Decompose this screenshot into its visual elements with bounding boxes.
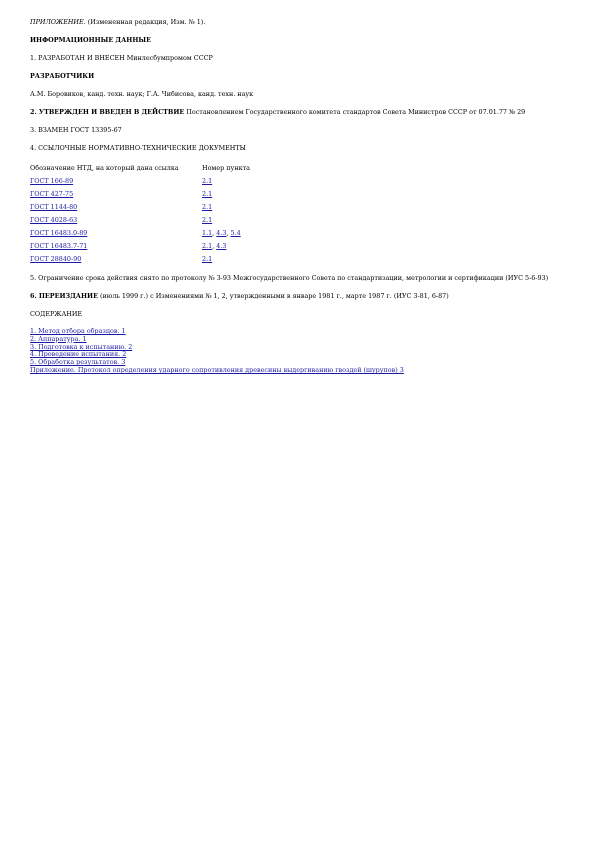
toc-link[interactable]: 5. Обработка результатов. 3	[30, 358, 126, 367]
appendix-note-text: (Измененная редакция, Изм. № 1).	[85, 18, 206, 26]
references-row-item-cell	[202, 188, 250, 201]
item-separator: ,	[212, 229, 217, 237]
references-table	[30, 162, 250, 266]
references-row-doc-cell	[30, 175, 202, 188]
references-row	[30, 175, 250, 188]
clause-link[interactable]: 1.1	[202, 229, 213, 237]
clause-link[interactable]: 2.1	[202, 177, 213, 185]
references-row-item-cell	[202, 214, 250, 227]
references-col-doc-header: Обозначение НТД, на который дана ссылка	[30, 164, 179, 172]
standard-link[interactable]: ГОСТ 1144-80	[30, 203, 78, 211]
developers-text: А.М. Боровиков, канд. техн. наук; Г.А. Чибисова, канд. техн. наук	[30, 90, 254, 98]
standard-link[interactable]: ГОСТ 166-89	[30, 177, 74, 185]
references-row	[30, 240, 250, 253]
references-row-doc-cell	[30, 214, 202, 227]
section-1: 1. РАЗРАБОТАН И ВНЕСЕН Минлесбумпромом СССР	[30, 54, 213, 62]
references-row-doc-cell	[30, 188, 202, 201]
table-of-contents	[30, 328, 570, 375]
clause-link[interactable]: 2.1	[202, 255, 213, 263]
standard-link[interactable]: ГОСТ 4028-63	[30, 216, 78, 224]
standard-link[interactable]: ГОСТ 16483.0-89	[30, 229, 88, 237]
section-4-title: 4. ССЫЛОЧНЫЕ НОРМАТИВНО-ТЕХНИЧЕСКИЕ ДОКУМЕНТЫ	[30, 144, 246, 152]
developers-title: РАЗРАБОТЧИКИ	[30, 72, 95, 80]
contents-title: СОДЕРЖАНИЕ	[30, 310, 83, 318]
toc-link[interactable]: 4. Проведение испытания. 2	[30, 350, 127, 359]
section-2	[30, 108, 570, 116]
references-row-doc-cell	[30, 227, 202, 240]
info-title: ИНФОРМАЦИОННЫЕ ДАННЫЕ	[30, 36, 151, 44]
references-row	[30, 188, 250, 201]
references-row	[30, 214, 250, 227]
clause-link[interactable]: 2.1	[202, 242, 213, 250]
references-row	[30, 253, 250, 266]
appendix-note-label: ПРИЛОЖЕНИЕ.	[30, 18, 86, 26]
standard-link[interactable]: ГОСТ 16483.7-71	[30, 242, 88, 250]
references-row-item-cell	[202, 240, 250, 253]
references-row-doc-cell	[30, 201, 202, 214]
section-3: 3. ВЗАМЕН ГОСТ 13395-67	[30, 126, 122, 134]
section-6-heading: 6. ПЕРЕИЗДАНИЕ	[30, 292, 98, 300]
standard-link[interactable]: ГОСТ 427-75	[30, 190, 74, 198]
appendix-note	[30, 18, 570, 26]
references-row-doc-cell	[30, 253, 202, 266]
references-row	[30, 227, 250, 240]
references-body	[30, 175, 250, 266]
section-2-heading: 2. УТВЕРЖДЕН И ВВЕДЕН В ДЕЙСТВИЕ	[30, 108, 185, 116]
clause-link[interactable]: 2.1	[202, 216, 213, 224]
standard-link[interactable]: ГОСТ 28840-90	[30, 255, 82, 263]
clause-link[interactable]: 5.4	[230, 229, 241, 237]
toc-link[interactable]: Приложение. Протокол определения ударного сопротивления древесины выдергиванию гвоздей (шурупов) 3	[30, 365, 404, 374]
clause-link[interactable]: 2.1	[202, 203, 213, 211]
clause-link[interactable]: 2.1	[202, 190, 213, 198]
references-header-row	[30, 162, 250, 175]
section-6	[30, 292, 570, 300]
document-page	[30, 18, 570, 375]
section-6-text: (июль 1999 г.) с Изменениями № 1, 2, утвержденными в январе 1981 г., марте 1987 г. (ИУС 3-81, 6-87)	[97, 292, 449, 300]
references-col-item-header: Номер пункта	[202, 164, 250, 172]
toc-entry	[30, 367, 570, 375]
section-5: 5. Ограничение срока действия снято по протоколу № 3-93 Межгосударственного Совета по стандартизации, метрологии и сертификации (ИУС 5-6-93)	[30, 274, 549, 282]
references-row	[30, 201, 250, 214]
toc-link[interactable]: 1. Метод отбора образцов. 1	[30, 327, 126, 335]
toc-entry	[30, 328, 570, 336]
toc-link[interactable]: 3. Подготовка к испытанию. 2	[30, 342, 133, 351]
toc-link[interactable]: 2. Аппаратура. 1	[30, 334, 87, 343]
clause-link[interactable]: 4.3	[216, 242, 227, 250]
references-row-item-cell	[202, 175, 250, 188]
item-separator: ,	[212, 242, 217, 250]
references-row-doc-cell	[30, 240, 202, 253]
clause-link[interactable]: 4.3	[216, 229, 227, 237]
references-row-item-cell	[202, 227, 250, 240]
references-row-item-cell	[202, 201, 250, 214]
section-2-text: Постановлением Государственного комитета стандартов Совета Министров СССР от 07.01.77 № 29	[184, 108, 526, 116]
item-separator: ,	[226, 229, 231, 237]
references-row-item-cell	[202, 253, 250, 266]
